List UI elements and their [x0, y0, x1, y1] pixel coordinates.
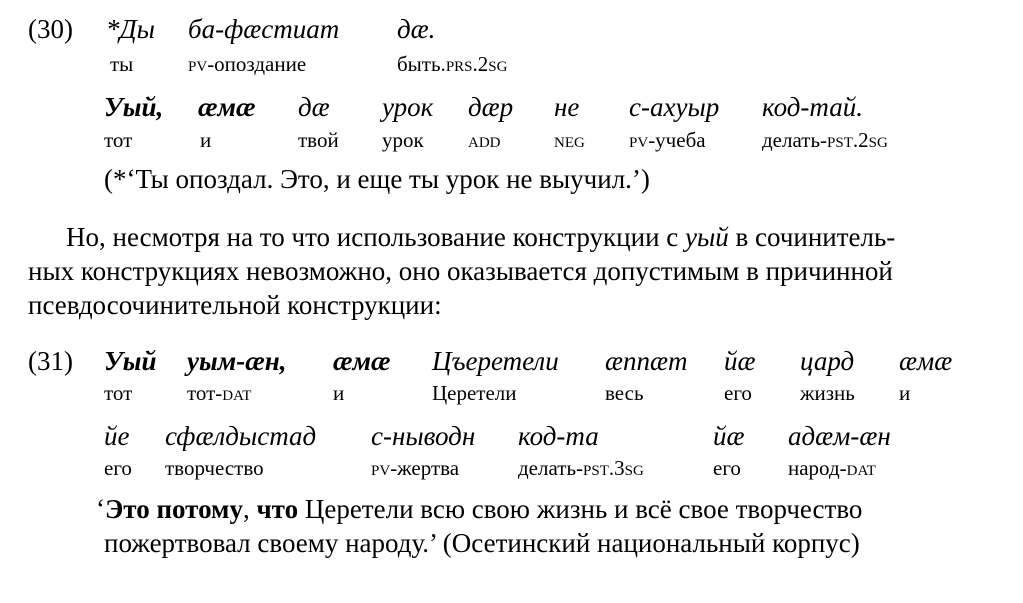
example-number-31: (31)	[28, 346, 73, 376]
ex31-gloss-6: его	[724, 381, 752, 405]
ex30-gloss-2: pv-опоздание	[188, 52, 307, 76]
ex31-gloss-4: Церетели	[432, 381, 517, 405]
ex31-gloss-5: весь	[605, 381, 644, 405]
ex30-line2-word-5: дæр	[468, 92, 514, 122]
ex31-line2-word-4: код-та	[518, 421, 599, 451]
ex30-line2-word-8: код-тай.	[762, 92, 863, 122]
ex31-word-2: уым-æн,	[187, 346, 287, 376]
ex31-line2-gloss-6: народ-dat	[788, 456, 876, 480]
ex31-word-1: Уый	[104, 346, 157, 376]
ex31-word-8: æмæ	[899, 346, 953, 376]
ex30-line2-gloss-8: делать-pst.2sg	[762, 128, 888, 152]
ex30-word-2: ба-фæстиат	[188, 14, 340, 44]
ex30-line2-word-7: с-ахуыр	[629, 92, 720, 122]
ex31-line2-word-5: йæ	[713, 421, 745, 451]
ex31-word-6: йæ	[724, 346, 756, 376]
ex30-line2-gloss-2: и	[200, 128, 212, 152]
ex30-gloss-3: быть.prs.2sg	[397, 52, 508, 76]
ex30-translation: (*‘Ты опоздал. Это, и еще ты урок не выучил.’)	[104, 164, 650, 194]
ex30-line2-word-2: æмæ	[198, 92, 256, 122]
ex31-line2-word-1: йе	[104, 421, 130, 451]
ex31-line2-gloss-2: творчество	[165, 456, 264, 480]
ex31-gloss-8: и	[899, 381, 911, 405]
ex30-line2-word-3: дæ	[298, 92, 330, 122]
ex30-gloss-1: ты	[110, 52, 134, 76]
ex30-line2-gloss-3: твой	[298, 128, 339, 152]
ex31-gloss-2: тот-dat	[187, 381, 252, 405]
ex31-line2-word-3: с-ныводн	[371, 421, 476, 451]
ex31-line2-gloss-1: его	[104, 456, 132, 480]
ex31-line2-word-6: адæм-æн	[788, 421, 891, 451]
example-number-30: (30)	[28, 14, 73, 44]
ex31-line2-gloss-4: делать-pst.3sg	[518, 456, 644, 480]
ex31-word-4: Цъеретели	[432, 346, 559, 376]
ex31-line2-gloss-5: его	[713, 456, 741, 480]
ex31-line2-gloss-3: pv-жертва	[371, 456, 460, 480]
paragraph-line-2: ных конструкциях невозможно, оно оказывается допустимым в причинной	[28, 256, 893, 286]
ex31-translation-line-2: пожертвовал своему народу.’ (Осетинский национальный корпус)	[104, 528, 860, 558]
ex30-line2-word-1: Уый,	[104, 92, 164, 122]
ex30-line2-word-4: урок	[382, 92, 434, 122]
ex31-translation-line-1: ‘Это потому, что Церетели всю свою жизнь и всё свое творчество	[96, 494, 863, 524]
ex30-line2-gloss-1: тот	[104, 128, 133, 152]
ex31-word-3: æмæ	[333, 346, 391, 376]
ex30-line2-gloss-5: add	[468, 128, 501, 152]
ex30-word-3: дæ.	[397, 14, 436, 44]
ex31-word-5: æппæт	[605, 346, 688, 376]
ex31-gloss-7: жизнь	[800, 381, 855, 405]
ex30-line2-word-6: не	[554, 92, 580, 122]
paragraph-line-3: псевдосочинительной конструкции:	[28, 290, 442, 320]
ex31-gloss-1: тот	[104, 381, 133, 405]
ex30-line2-gloss-6: neg	[554, 128, 585, 152]
ex30-line2-gloss-7: pv-учеба	[629, 128, 706, 152]
paragraph-line-1: Но, несмотря на то что использование конструкции с уый в сочинитель-	[66, 222, 896, 252]
ex31-word-7: цард	[800, 346, 855, 376]
ex30-line2-gloss-4: урок	[382, 128, 424, 152]
ex31-line2-word-2: сфæлдыстад	[165, 421, 317, 451]
ex31-gloss-3: и	[333, 381, 345, 405]
ex30-word-1: *Ды	[106, 14, 155, 44]
